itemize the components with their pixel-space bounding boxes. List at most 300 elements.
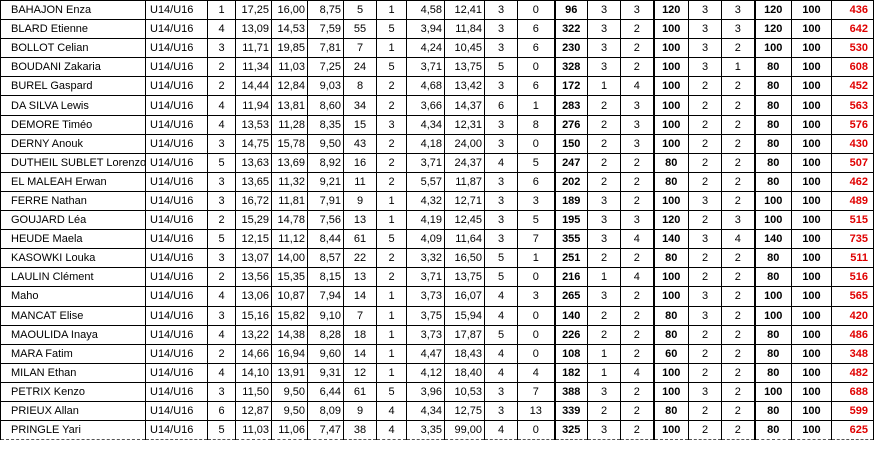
time-3-cell: 8,44 [308, 230, 344, 249]
time-5-cell: 24,37 [445, 153, 485, 172]
athlete-name-cell: KASOWKI Louka [1, 249, 146, 268]
total-points-cell: 735 [832, 230, 874, 249]
points-3-cell: 80 [755, 153, 792, 172]
score-e-cell: 3 [621, 134, 654, 153]
score-d-cell: 2 [588, 401, 621, 420]
time-4-cell: 3,71 [407, 153, 445, 172]
points-1-cell: 355 [555, 230, 588, 249]
points-1-cell: 283 [555, 96, 588, 115]
score-c-cell: 13 [518, 401, 555, 420]
total-points-cell: 452 [832, 77, 874, 96]
time-5-cell: 18,40 [445, 363, 485, 382]
score-a-cell: 43 [344, 134, 377, 153]
time-5-cell: 12,31 [445, 115, 485, 134]
time-5-cell: 10,45 [445, 39, 485, 58]
group-cell: 5 [208, 153, 236, 172]
time-4-cell: 4,68 [407, 77, 445, 96]
time-4-cell: 3,96 [407, 382, 445, 401]
group-cell: 3 [208, 306, 236, 325]
group-cell: 4 [208, 20, 236, 39]
rank-a-cell: 1 [377, 287, 407, 306]
time-2-cell: 10,87 [272, 287, 308, 306]
score-a-cell: 24 [344, 58, 377, 77]
points-3-cell: 140 [755, 230, 792, 249]
points-2-cell: 80 [654, 325, 689, 344]
points-2-cell: 100 [654, 363, 689, 382]
time-3-cell: 7,25 [308, 58, 344, 77]
points-3-cell: 100 [755, 306, 792, 325]
time-2-cell: 13,81 [272, 96, 308, 115]
time-5-cell: 16,50 [445, 249, 485, 268]
category-cell: U14/U16 [146, 96, 208, 115]
total-points-cell: 348 [832, 344, 874, 363]
points-3-cell: 80 [755, 344, 792, 363]
score-g-cell: 2 [722, 287, 755, 306]
score-e-cell: 4 [621, 268, 654, 287]
score-b-cell: 3 [485, 211, 518, 230]
score-c-cell: 3 [518, 191, 555, 210]
score-c-cell: 0 [518, 58, 555, 77]
score-e-cell: 2 [621, 58, 654, 77]
points-3-cell: 80 [755, 77, 792, 96]
time-1-cell: 17,25 [236, 1, 272, 20]
category-cell: U14/U16 [146, 268, 208, 287]
time-3-cell: 7,94 [308, 287, 344, 306]
group-cell: 3 [208, 134, 236, 153]
points-4-cell: 100 [792, 363, 832, 382]
time-1-cell: 16,72 [236, 191, 272, 210]
score-a-cell: 38 [344, 421, 377, 440]
time-5-cell: 24,00 [445, 134, 485, 153]
time-3-cell: 9,50 [308, 134, 344, 153]
total-points-cell: 436 [832, 1, 874, 20]
athlete-name-cell: BAHAJON Enza [1, 1, 146, 20]
score-e-cell: 2 [621, 153, 654, 172]
score-a-cell: 14 [344, 287, 377, 306]
total-points-cell: 608 [832, 58, 874, 77]
athlete-name-cell: LAULIN Clément [1, 268, 146, 287]
score-e-cell: 2 [621, 191, 654, 210]
time-3-cell: 7,47 [308, 421, 344, 440]
score-a-cell: 9 [344, 191, 377, 210]
points-4-cell: 100 [792, 1, 832, 20]
table-row [1, 172, 874, 191]
points-1-cell: 172 [555, 77, 588, 96]
time-2-cell: 16,00 [272, 1, 308, 20]
table-row [1, 153, 874, 172]
category-cell: U14/U16 [146, 249, 208, 268]
time-1-cell: 14,75 [236, 134, 272, 153]
score-e-cell: 2 [621, 39, 654, 58]
athlete-name-cell: BOLLOT Celian [1, 39, 146, 58]
points-4-cell: 100 [792, 382, 832, 401]
points-4-cell: 100 [792, 306, 832, 325]
table-row [1, 268, 874, 287]
time-1-cell: 11,94 [236, 96, 272, 115]
score-c-cell: 6 [518, 39, 555, 58]
points-2-cell: 100 [654, 58, 689, 77]
time-1-cell: 13,56 [236, 268, 272, 287]
athlete-name-cell: MARA Fatim [1, 344, 146, 363]
score-a-cell: 5 [344, 1, 377, 20]
score-c-cell: 8 [518, 115, 555, 134]
score-d-cell: 2 [588, 325, 621, 344]
points-1-cell: 150 [555, 134, 588, 153]
time-5-cell: 12,75 [445, 401, 485, 420]
points-4-cell: 100 [792, 58, 832, 77]
points-3-cell: 80 [755, 172, 792, 191]
score-d-cell: 3 [588, 39, 621, 58]
score-e-cell: 2 [621, 287, 654, 306]
time-5-cell: 11,84 [445, 20, 485, 39]
score-g-cell: 3 [722, 1, 755, 20]
score-e-cell: 4 [621, 230, 654, 249]
points-2-cell: 80 [654, 306, 689, 325]
total-points-cell: 625 [832, 421, 874, 440]
score-b-cell: 3 [485, 382, 518, 401]
score-f-cell: 2 [689, 134, 722, 153]
total-points-cell: 515 [832, 211, 874, 230]
time-4-cell: 4,24 [407, 39, 445, 58]
rank-a-cell: 1 [377, 306, 407, 325]
score-d-cell: 1 [588, 344, 621, 363]
score-b-cell: 3 [485, 191, 518, 210]
score-d-cell: 1 [588, 268, 621, 287]
score-f-cell: 2 [689, 96, 722, 115]
points-1-cell: 265 [555, 287, 588, 306]
points-2-cell: 100 [654, 96, 689, 115]
points-1-cell: 96 [555, 1, 588, 20]
points-1-cell: 189 [555, 191, 588, 210]
score-g-cell: 2 [722, 96, 755, 115]
score-e-cell: 3 [621, 1, 654, 20]
athlete-name-cell: BUREL Gaspard [1, 77, 146, 96]
score-e-cell: 3 [621, 115, 654, 134]
score-g-cell: 2 [722, 382, 755, 401]
time-3-cell: 6,44 [308, 382, 344, 401]
score-c-cell: 0 [518, 325, 555, 344]
score-b-cell: 3 [485, 39, 518, 58]
score-f-cell: 2 [689, 249, 722, 268]
time-4-cell: 3,71 [407, 268, 445, 287]
time-3-cell: 8,75 [308, 1, 344, 20]
score-d-cell: 2 [588, 115, 621, 134]
category-cell: U14/U16 [146, 20, 208, 39]
category-cell: U14/U16 [146, 363, 208, 382]
score-d-cell: 2 [588, 249, 621, 268]
points-4-cell: 100 [792, 344, 832, 363]
group-cell: 4 [208, 96, 236, 115]
score-f-cell: 2 [689, 421, 722, 440]
score-e-cell: 4 [621, 363, 654, 382]
category-cell: U14/U16 [146, 1, 208, 20]
category-cell: U14/U16 [146, 134, 208, 153]
time-5-cell: 10,53 [445, 382, 485, 401]
points-2-cell: 60 [654, 344, 689, 363]
time-3-cell: 8,35 [308, 115, 344, 134]
points-4-cell: 100 [792, 230, 832, 249]
table-row [1, 363, 874, 382]
score-f-cell: 3 [689, 58, 722, 77]
points-3-cell: 100 [755, 191, 792, 210]
score-d-cell: 2 [588, 134, 621, 153]
group-cell: 1 [208, 1, 236, 20]
points-2-cell: 120 [654, 211, 689, 230]
table-row [1, 1, 874, 20]
rank-a-cell: 4 [377, 421, 407, 440]
score-g-cell: 2 [722, 401, 755, 420]
score-d-cell: 3 [588, 191, 621, 210]
score-c-cell: 5 [518, 211, 555, 230]
time-4-cell: 3,73 [407, 325, 445, 344]
time-3-cell: 8,09 [308, 401, 344, 420]
score-g-cell: 2 [722, 344, 755, 363]
category-cell: U14/U16 [146, 344, 208, 363]
table-row [1, 96, 874, 115]
total-points-cell: 530 [832, 39, 874, 58]
time-1-cell: 14,10 [236, 363, 272, 382]
rank-a-cell: 1 [377, 39, 407, 58]
score-g-cell: 2 [722, 306, 755, 325]
score-c-cell: 1 [518, 96, 555, 115]
total-points-cell: 482 [832, 363, 874, 382]
total-points-cell: 462 [832, 172, 874, 191]
score-c-cell: 0 [518, 268, 555, 287]
points-2-cell: 100 [654, 421, 689, 440]
score-a-cell: 12 [344, 363, 377, 382]
score-c-cell: 4 [518, 363, 555, 382]
points-2-cell: 100 [654, 20, 689, 39]
score-f-cell: 3 [689, 39, 722, 58]
rank-a-cell: 2 [377, 77, 407, 96]
points-1-cell: 230 [555, 39, 588, 58]
points-4-cell: 100 [792, 77, 832, 96]
score-b-cell: 4 [485, 306, 518, 325]
score-a-cell: 34 [344, 96, 377, 115]
time-2-cell: 9,50 [272, 401, 308, 420]
points-2-cell: 80 [654, 172, 689, 191]
score-g-cell: 4 [722, 230, 755, 249]
time-3-cell: 9,31 [308, 363, 344, 382]
rank-a-cell: 1 [377, 211, 407, 230]
table-row [1, 344, 874, 363]
time-4-cell: 4,19 [407, 211, 445, 230]
time-1-cell: 14,66 [236, 344, 272, 363]
table-row [1, 115, 874, 134]
time-3-cell: 7,56 [308, 211, 344, 230]
score-f-cell: 3 [689, 191, 722, 210]
score-d-cell: 1 [588, 363, 621, 382]
time-3-cell: 7,81 [308, 39, 344, 58]
score-f-cell: 3 [689, 287, 722, 306]
score-c-cell: 0 [518, 1, 555, 20]
category-cell: U14/U16 [146, 211, 208, 230]
score-a-cell: 16 [344, 153, 377, 172]
score-a-cell: 22 [344, 249, 377, 268]
points-1-cell: 195 [555, 211, 588, 230]
time-1-cell: 13,22 [236, 325, 272, 344]
points-2-cell: 100 [654, 39, 689, 58]
table-row [1, 287, 874, 306]
rank-a-cell: 1 [377, 1, 407, 20]
time-3-cell: 9,60 [308, 344, 344, 363]
athlete-name-cell: EL MALEAH Erwan [1, 172, 146, 191]
time-3-cell: 7,59 [308, 20, 344, 39]
score-g-cell: 2 [722, 325, 755, 344]
score-d-cell: 1 [588, 77, 621, 96]
points-1-cell: 251 [555, 249, 588, 268]
category-cell: U14/U16 [146, 382, 208, 401]
points-1-cell: 216 [555, 268, 588, 287]
score-f-cell: 2 [689, 401, 722, 420]
points-4-cell: 100 [792, 287, 832, 306]
athlete-name-cell: MANCAT Elise [1, 306, 146, 325]
points-2-cell: 100 [654, 287, 689, 306]
points-3-cell: 80 [755, 401, 792, 420]
time-1-cell: 14,44 [236, 77, 272, 96]
total-points-cell: 563 [832, 96, 874, 115]
time-2-cell: 14,38 [272, 325, 308, 344]
time-1-cell: 13,07 [236, 249, 272, 268]
group-cell: 2 [208, 344, 236, 363]
points-3-cell: 120 [755, 20, 792, 39]
points-3-cell: 80 [755, 58, 792, 77]
category-cell: U14/U16 [146, 153, 208, 172]
rank-a-cell: 4 [377, 401, 407, 420]
rank-a-cell: 1 [377, 191, 407, 210]
score-a-cell: 7 [344, 306, 377, 325]
time-2-cell: 14,53 [272, 20, 308, 39]
points-4-cell: 100 [792, 96, 832, 115]
score-c-cell: 3 [518, 287, 555, 306]
time-2-cell: 15,82 [272, 306, 308, 325]
score-d-cell: 3 [588, 382, 621, 401]
total-points-cell: 599 [832, 401, 874, 420]
points-2-cell: 80 [654, 249, 689, 268]
category-cell: U14/U16 [146, 287, 208, 306]
points-2-cell: 100 [654, 134, 689, 153]
score-c-cell: 6 [518, 20, 555, 39]
score-e-cell: 2 [621, 249, 654, 268]
score-d-cell: 2 [588, 172, 621, 191]
athlete-name-cell: DERNY Anouk [1, 134, 146, 153]
table-row [1, 325, 874, 344]
rank-a-cell: 5 [377, 58, 407, 77]
score-d-cell: 3 [588, 287, 621, 306]
time-5-cell: 12,71 [445, 191, 485, 210]
time-4-cell: 3,35 [407, 421, 445, 440]
score-g-cell: 1 [722, 58, 755, 77]
score-e-cell: 2 [621, 421, 654, 440]
score-c-cell: 6 [518, 77, 555, 96]
time-5-cell: 17,87 [445, 325, 485, 344]
score-a-cell: 15 [344, 115, 377, 134]
points-3-cell: 80 [755, 96, 792, 115]
score-d-cell: 2 [588, 306, 621, 325]
score-b-cell: 6 [485, 96, 518, 115]
score-f-cell: 2 [689, 153, 722, 172]
score-g-cell: 2 [722, 77, 755, 96]
points-1-cell: 247 [555, 153, 588, 172]
score-b-cell: 4 [485, 344, 518, 363]
table-row [1, 401, 874, 420]
time-1-cell: 13,06 [236, 287, 272, 306]
group-cell: 4 [208, 115, 236, 134]
points-3-cell: 100 [755, 287, 792, 306]
points-1-cell: 328 [555, 58, 588, 77]
points-1-cell: 202 [555, 172, 588, 191]
category-cell: U14/U16 [146, 77, 208, 96]
category-cell: U14/U16 [146, 421, 208, 440]
time-4-cell: 3,75 [407, 306, 445, 325]
group-cell: 2 [208, 58, 236, 77]
time-2-cell: 9,50 [272, 382, 308, 401]
time-3-cell: 7,91 [308, 191, 344, 210]
group-cell: 3 [208, 382, 236, 401]
points-1-cell: 325 [555, 421, 588, 440]
score-f-cell: 3 [689, 20, 722, 39]
points-3-cell: 80 [755, 421, 792, 440]
score-a-cell: 11 [344, 172, 377, 191]
points-2-cell: 140 [654, 230, 689, 249]
time-5-cell: 11,87 [445, 172, 485, 191]
points-4-cell: 100 [792, 153, 832, 172]
score-c-cell: 1 [518, 249, 555, 268]
score-f-cell: 2 [689, 172, 722, 191]
time-2-cell: 11,03 [272, 58, 308, 77]
points-2-cell: 80 [654, 153, 689, 172]
athlete-name-cell: DUTHEIL SUBLET Lorenzo [1, 153, 146, 172]
score-a-cell: 13 [344, 268, 377, 287]
time-2-cell: 11,06 [272, 421, 308, 440]
rank-a-cell: 2 [377, 172, 407, 191]
points-1-cell: 182 [555, 363, 588, 382]
score-b-cell: 3 [485, 172, 518, 191]
score-e-cell: 2 [621, 20, 654, 39]
score-a-cell: 14 [344, 344, 377, 363]
time-1-cell: 13,65 [236, 172, 272, 191]
group-cell: 4 [208, 363, 236, 382]
score-b-cell: 3 [485, 115, 518, 134]
points-2-cell: 80 [654, 401, 689, 420]
score-e-cell: 2 [621, 382, 654, 401]
rank-a-cell: 2 [377, 96, 407, 115]
time-1-cell: 11,50 [236, 382, 272, 401]
points-4-cell: 100 [792, 325, 832, 344]
table-row [1, 211, 874, 230]
score-a-cell: 18 [344, 325, 377, 344]
points-4-cell: 100 [792, 211, 832, 230]
score-c-cell: 0 [518, 344, 555, 363]
table-row [1, 249, 874, 268]
category-cell: U14/U16 [146, 115, 208, 134]
points-3-cell: 120 [755, 1, 792, 20]
athlete-name-cell: Maho [1, 287, 146, 306]
score-e-cell: 4 [621, 77, 654, 96]
score-f-cell: 2 [689, 344, 722, 363]
total-points-cell: 565 [832, 287, 874, 306]
points-2-cell: 100 [654, 77, 689, 96]
score-g-cell: 2 [722, 191, 755, 210]
score-f-cell: 3 [689, 230, 722, 249]
time-4-cell: 4,34 [407, 115, 445, 134]
points-2-cell: 100 [654, 268, 689, 287]
table-row [1, 421, 874, 440]
time-3-cell: 9,10 [308, 306, 344, 325]
time-5-cell: 18,43 [445, 344, 485, 363]
rank-a-cell: 2 [377, 134, 407, 153]
table-row [1, 77, 874, 96]
